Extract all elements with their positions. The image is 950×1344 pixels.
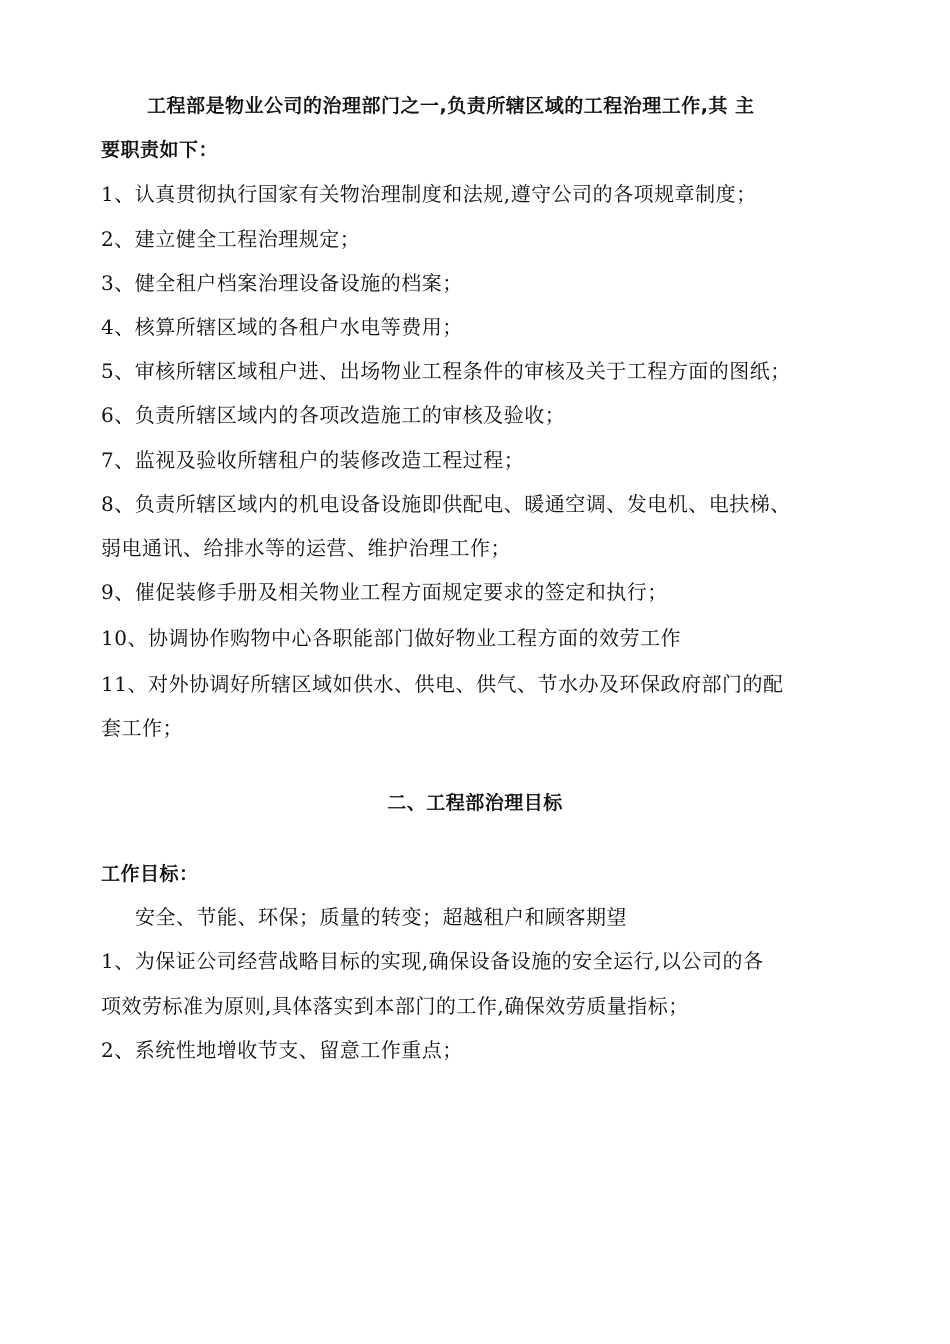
duty-item-5: 5、审核所辖区域租户进、出场物业工程条件的审核及关于工程方面的图纸； xyxy=(101,359,791,383)
goal-item-1-cont: 项效劳标准为原则,具体落实到本部门的工作,确保效劳质量指标； xyxy=(101,994,689,1018)
duty-item-8-cont: 弱电通讯、给排水等的运营、维护治理工作； xyxy=(101,536,511,560)
duty-item-2: 2、建立健全工程治理规定； xyxy=(101,227,361,251)
section-heading: 二、工程部治理目标 xyxy=(387,792,563,814)
duty-item-1: 1、认真贯彻执行国家有关物治理制度和法规,遵守公司的各项规章制度； xyxy=(101,182,757,206)
goal-subheading: 工作目标： xyxy=(101,863,199,885)
duty-item-6: 6、负责所辖区域内的各项改造施工的审核及验收； xyxy=(101,403,566,427)
intro-line-1: 工程部是物业公司的治理部门之一,负责所辖区域的工程治理工作,其 主 xyxy=(147,95,755,117)
duty-item-10: 10、协调协作购物中心各职能部门做好物业工程方面的效劳工作 xyxy=(101,626,681,650)
duty-item-11: 11、对外协调好所辖区域如供水、供电、供气、节水办及环保政府部门的配 xyxy=(101,672,784,696)
duty-item-11-cont: 套工作； xyxy=(101,716,183,740)
goal-item-1: 1、为保证公司经营战略目标的实现,确保设备设施的安全运行,以公司的各 xyxy=(101,949,764,973)
duty-item-8: 8、负责所辖区域内的机电设备设施即供配电、暖通空调、发电机、电扶梯、 xyxy=(101,492,791,516)
duty-item-9: 9、催促装修手册及相关物业工程方面规定要求的签定和执行； xyxy=(101,580,668,604)
duty-item-7: 7、监视及验收所辖租户的装修改造工程过程； xyxy=(101,448,525,472)
duty-item-4: 4、核算所辖区域的各租户水电等费用； xyxy=(101,315,463,339)
goal-motto: 安全、节能、环保；质量的转变；超越租户和顾客期望 xyxy=(135,905,627,929)
duty-item-3: 3、健全租户档案治理设备设施的档案； xyxy=(101,271,463,295)
intro-line-2: 要职责如下： xyxy=(101,139,219,161)
goal-item-2: 2、系统性地增收节支、留意工作重点； xyxy=(101,1038,463,1062)
